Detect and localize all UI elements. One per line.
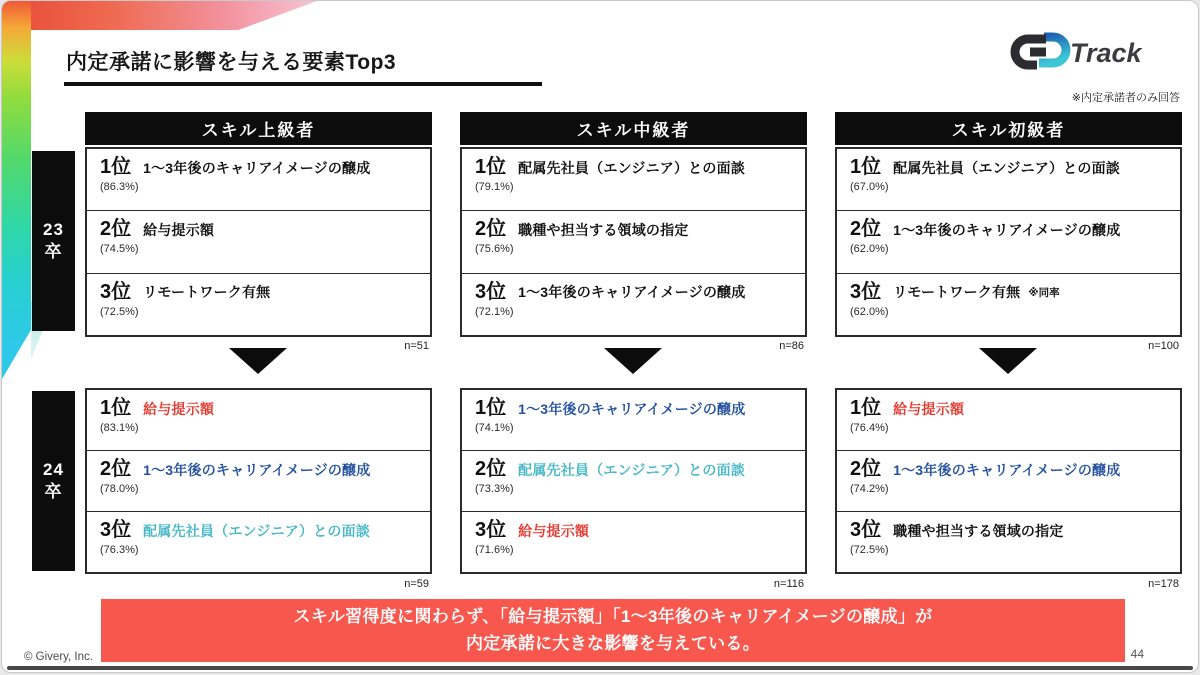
factor-text: 1～3年後のキャリアイメージの醸成 [518,284,746,301]
title-underline [64,82,542,86]
factor-text: 給与提示額 [143,221,215,238]
factor-text: 職種や担当する領域の指定 [893,522,1064,539]
gradient-band-top [2,1,317,30]
down-arrow [229,348,287,374]
rank-number: 3位 [850,280,882,303]
ranking-card-23-advanced [85,147,432,337]
percent-value: (73.3%) [475,483,514,495]
factor-text: 1～3年後のキャリアイメージの醸成 [518,400,746,417]
sample-size: n=86 [779,340,804,352]
percent-value: (74.1%) [475,422,514,434]
track-logo-icon [1006,25,1174,77]
factor-text: リモートワーク有無 [143,284,271,301]
rank-row [462,149,805,210]
rank-row [837,450,1180,511]
ranking-card-24-beginner [835,388,1182,574]
rank-line [850,457,1172,482]
rank-number: 3位 [475,280,507,303]
group-label-24 [32,391,75,571]
rank-row [837,390,1180,450]
percent-value: (74.5%) [100,243,139,256]
rank-line [850,396,1172,421]
factor-text: 給与提示額 [518,522,590,539]
ranking-card-23-intermediate [460,147,807,337]
percent-value: (67.0%) [850,181,889,193]
page-title: 内定承諾に影響を与える要素Top3 [66,51,397,74]
percent-value: (78.0%) [100,483,139,495]
conclusion-line: 内定承諾に大きな影響を与えている。 [465,633,761,653]
ranking-card-24-advanced [85,388,432,574]
rank-line [475,280,797,305]
rank-line [100,396,422,421]
rank-row [837,149,1180,210]
group-label-line: 23 [43,219,64,239]
group-label-line: 卒 [44,482,63,501]
percent-value: (76.3%) [100,544,139,556]
rank-number: 2位 [475,458,507,480]
factor-text: 給与提示額 [893,400,965,417]
rank-number: 3位 [475,519,507,541]
rank-row [87,511,430,572]
down-arrow [604,348,662,374]
factor-text: リモートワーク有無 [893,284,1021,301]
rank-row [87,450,430,511]
rank-number: 1位 [850,397,882,419]
percent-value: (72.5%) [850,544,889,556]
bottom-edge-line [7,666,1193,670]
rank-number: 3位 [850,519,882,541]
tie-note: ※同率 [1028,286,1060,299]
percent-value: (72.1%) [475,305,514,318]
percent-value: (86.3%) [100,181,139,193]
rank-line [100,457,422,482]
rank-number: 3位 [100,280,132,303]
rank-row [462,511,805,572]
survey-note: ※内定承諾者のみ回答 [1071,92,1180,104]
rank-line [475,518,797,543]
slide [1,0,1199,673]
sample-size: n=100 [1148,340,1179,352]
copyright: © Givery, Inc. [24,651,93,663]
ranking-card-23-beginner [835,147,1182,337]
page-number: 44 [1130,647,1144,661]
rank-line [475,457,797,482]
column-header-intermediate: スキル中級者 [460,112,807,145]
rank-line [850,217,1172,242]
rank-number: 1位 [475,156,507,178]
rank-number: 2位 [100,458,132,480]
gradient-band-left [2,1,31,379]
rank-line [100,518,422,543]
percent-value: (83.1%) [100,422,139,434]
track-logo [1006,25,1174,82]
percent-value: (62.0%) [850,305,889,318]
sample-size: n=59 [404,578,429,590]
rank-line [100,155,422,180]
conclusion-banner [101,599,1125,662]
rank-row [462,273,805,335]
rank-number: 2位 [850,458,882,480]
rank-number: 1位 [475,397,507,419]
rank-number: 3位 [100,519,132,541]
rank-line [475,396,797,421]
rank-line [850,518,1172,543]
rank-row [87,273,430,335]
factor-text: 1～3年後のキャリアイメージの醸成 [893,221,1121,238]
rank-number: 2位 [850,218,882,241]
factor-text: 配属先社員（エンジニア）との面談 [143,522,370,539]
down-arrow [979,348,1037,374]
rank-row [837,511,1180,572]
column-header-advanced: スキル上級者 [85,112,432,145]
column-header-beginner: スキル初級者 [835,112,1182,145]
group-label-line: 卒 [44,242,63,261]
rank-number: 1位 [100,156,132,178]
percent-value: (76.4%) [850,422,889,434]
rank-row [837,273,1180,335]
percent-value: (75.6%) [475,243,514,256]
percent-value: (74.2%) [850,483,889,495]
percent-value: (71.6%) [475,544,514,556]
rank-line [850,155,1172,180]
rank-line [475,155,797,180]
percent-value: (79.1%) [475,181,514,193]
rank-line [100,280,422,305]
rank-row [87,149,430,210]
rank-line [100,217,422,242]
rank-row [462,450,805,511]
factor-text: 1～3年後のキャリアイメージの醸成 [143,159,371,176]
rank-number: 1位 [850,156,882,178]
factor-text: 1～3年後のキャリアイメージの醸成 [143,461,371,478]
rank-line [475,217,797,242]
rank-number: 2位 [475,218,507,241]
sample-size: n=51 [404,340,429,352]
factor-text: 配属先社員（エンジニア）との面談 [518,159,745,176]
group-label-23 [32,151,75,331]
factor-text: 配属先社員（エンジニア）との面談 [518,461,745,478]
rank-row [837,210,1180,272]
group-label-line: 24 [43,459,64,479]
rank-row [87,390,430,450]
percent-value: (62.0%) [850,243,889,256]
factor-text: 給与提示額 [143,400,215,417]
sample-size: n=178 [1148,578,1179,590]
factor-text: 配属先社員（エンジニア）との面談 [893,159,1120,176]
sample-size: n=116 [773,578,804,590]
rank-line [850,280,1172,305]
factor-text: 職種や担当する領域の指定 [518,221,689,238]
ranking-card-24-intermediate [460,388,807,574]
percent-value: (72.5%) [100,305,139,318]
rank-number: 1位 [100,397,132,419]
factor-text: 1～3年後のキャリアイメージの醸成 [893,461,1121,478]
rank-row [462,210,805,272]
rank-row [87,210,430,272]
conclusion-line: スキル習得度に関わらず、「給与提示額」「1～3年後のキャリアイメージの醸成」が [293,607,933,627]
logo-text: Track [1070,38,1142,68]
rank-row [462,390,805,450]
rank-number: 2位 [100,218,132,241]
